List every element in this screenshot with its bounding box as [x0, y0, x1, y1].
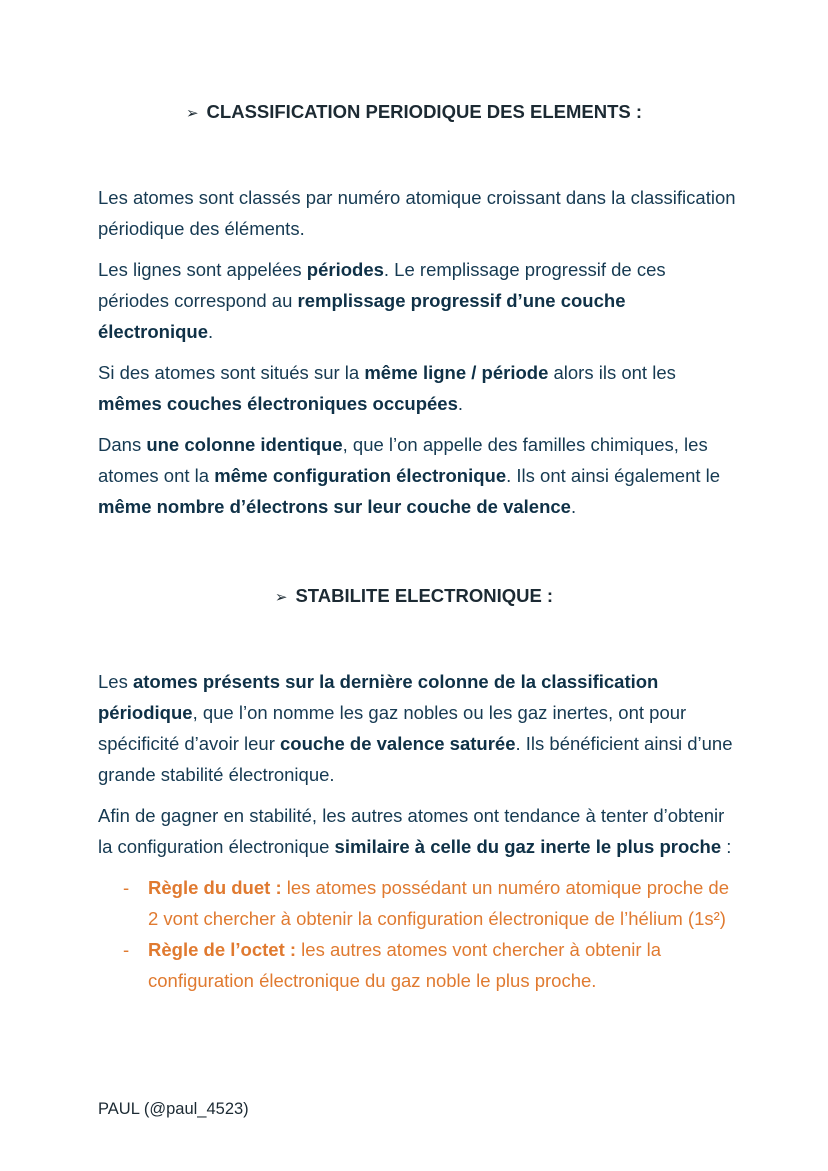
paragraph	[98, 800, 738, 862]
section-heading-classification	[0, 101, 828, 123]
list-item	[98, 934, 738, 996]
rule-title: Règle de l’octet :	[148, 939, 297, 960]
bold-text: même configuration électronique	[214, 465, 507, 486]
text: . Ils ont ainsi également le	[506, 465, 721, 486]
bold-text: similaire à celle du gaz inerte le plus proche	[334, 836, 722, 857]
paragraph	[98, 254, 738, 347]
heading-text: STABILITE ELECTRONIQUE :	[295, 585, 554, 606]
list-dash: -	[123, 939, 130, 960]
text: .	[457, 393, 464, 414]
text: . Le remplissage progressif de ces périodes correspond au	[98, 259, 666, 311]
paragraph	[98, 429, 738, 522]
text: .	[208, 321, 214, 342]
list-dash: -	[123, 877, 130, 898]
bold-text: même nombre d’électrons sur leur couche de valence	[98, 496, 571, 517]
text: Afin de gagner en stabilité, les autres atomes ont tendance à tenter d’obtenir la configuration électronique	[98, 805, 725, 857]
bold-text: une colonne identique	[146, 434, 343, 455]
rule-text: les autres atomes vont chercher à obtenir la configuration électronique du gaz noble le plus proche.	[148, 939, 662, 991]
text: Les	[98, 671, 133, 692]
bold-text: remplissage progressif d’une couche électronique	[98, 290, 626, 342]
section-heading-stabilite	[0, 585, 828, 607]
text: , que l’on nomme les gaz nobles ou les gaz inertes, ont pour spécificité d’avoir leur	[98, 702, 687, 754]
bold-text: couche de valence saturée	[280, 733, 516, 754]
rules-list	[98, 872, 738, 996]
bold-text: même ligne / période	[364, 362, 549, 383]
text: alors ils ont les	[548, 362, 676, 383]
text: :	[721, 836, 732, 857]
rule-title: Règle du duet :	[148, 877, 282, 898]
text: Dans	[98, 434, 147, 455]
paragraph: Les atomes sont classés par numéro atomique croissant dans la classification périodique des éléments.	[98, 187, 736, 239]
paragraph	[98, 357, 738, 419]
paragraph	[98, 666, 738, 790]
arrowhead-icon: ➢	[274, 589, 288, 606]
heading-text: CLASSIFICATION PERIODIQUE DES ELEMENTS :	[206, 101, 643, 122]
section-stabilite	[98, 666, 738, 996]
rule-text: les atomes possédant un numéro atomique proche de 2 vont chercher à obtenir la configuration électronique de l’hélium (1s²)	[148, 877, 729, 929]
bold-text: périodes	[306, 259, 384, 280]
author-footer: PAUL (@paul_4523)	[98, 1100, 249, 1118]
bold-text: mêmes couches électroniques occupées	[98, 393, 458, 414]
text: Les lignes sont appelées	[98, 259, 307, 280]
text: .	[570, 496, 577, 517]
text: , que l’on appelle des familles chimiques, les atomes ont la	[98, 434, 708, 486]
arrowhead-icon: ➢	[185, 105, 199, 122]
bold-text: atomes présents sur la dernière colonne de la classification périodique	[98, 671, 659, 723]
list-item	[98, 872, 738, 934]
text: . Ils bénéficient ainsi d’une grande stabilité électronique.	[98, 733, 733, 785]
text: Si des atomes sont situés sur la	[98, 362, 365, 383]
section-classification	[98, 182, 738, 532]
